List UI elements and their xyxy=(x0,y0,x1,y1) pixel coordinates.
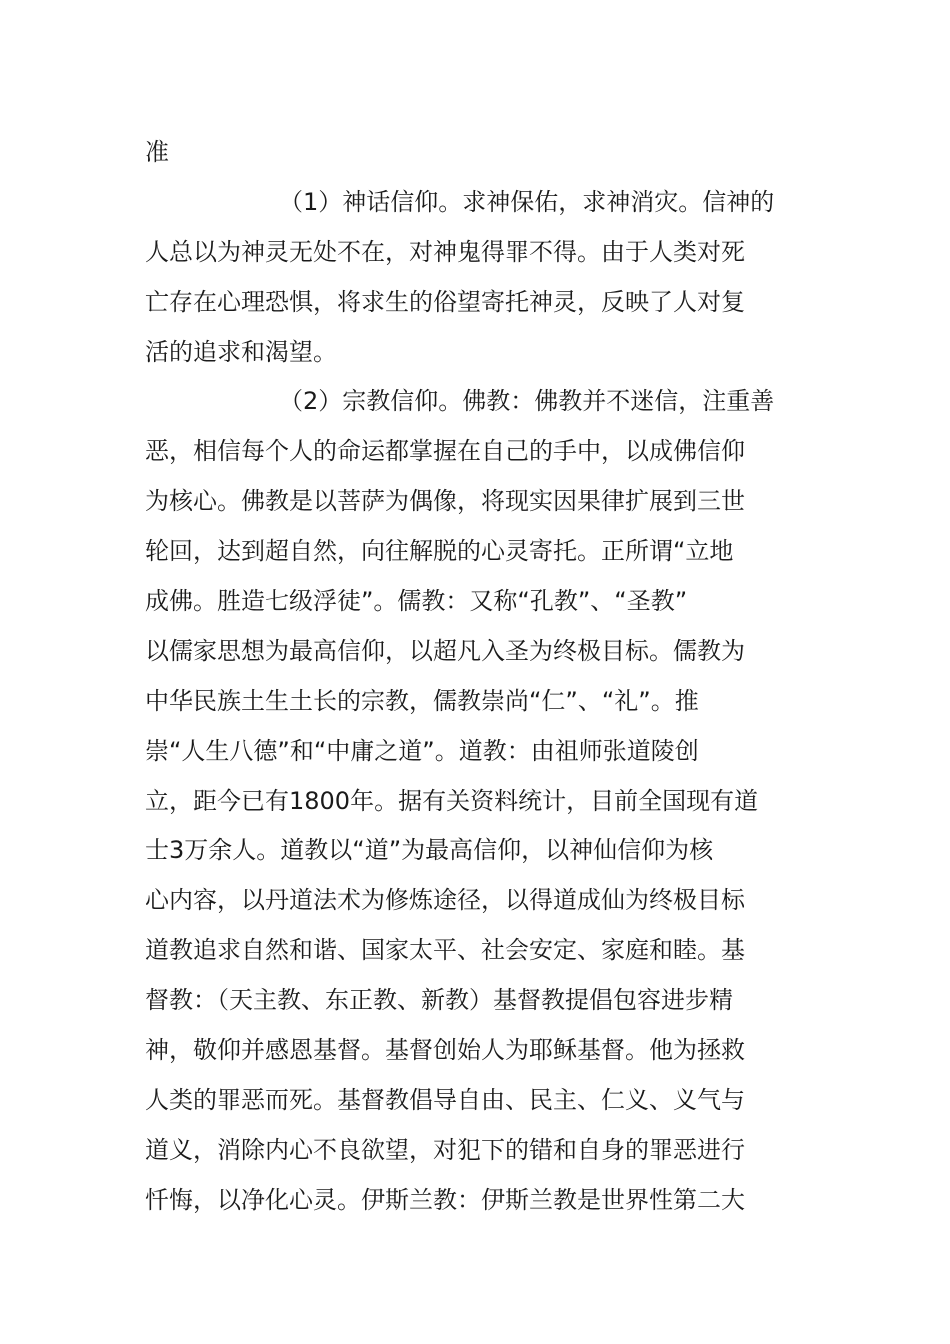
text-line: 为核心。佛教是以菩萨为偶像，将现实因果律扩展到三世 xyxy=(145,487,745,516)
text-line: 道教追求自然和谐、国家太平、社会安定、家庭和睦。基 xyxy=(145,936,745,965)
text-line: 督教：（天主教、东正教、新教）基督教提倡包容进步精 xyxy=(145,986,733,1015)
text-line: 中华民族土生土长的宗教，儒教崇尚“仁”、“礼”。推 xyxy=(145,686,699,715)
text-line: 亡存在心理恐惧，将求生的俗望寄托神灵，反映了人对复 xyxy=(145,287,745,316)
text-line: 活的追求和渴望。 xyxy=(145,337,337,366)
text-line: 轮回，达到超自然，向往解脱的心灵寄托。正所谓“立地 xyxy=(145,537,734,566)
text-line: 忏悔，以净化心灵。伊斯兰教：伊斯兰教是世界性第二大 xyxy=(145,1185,745,1214)
text-line: 人总以为神灵无处不在，对神鬼得罪不得。由于人类对死 xyxy=(145,237,745,266)
text-line: 以儒家思想为最高信仰，以超凡入圣为终极目标。儒教为 xyxy=(145,636,745,665)
text-line: 成佛。胜造七级浮徒”。儒教：又称“孔教”、“圣教” xyxy=(145,587,688,616)
text-line: 神，敬仰并感恩基督。基督创始人为耶稣基督。他为拯救 xyxy=(145,1036,745,1065)
text-line: 立，距今已有1800年。据有关资料统计，目前全国现有道 xyxy=(145,786,759,815)
text-line: 心内容，以丹道法术为修炼途径，以得道成仙为终极目标 xyxy=(145,886,745,915)
text-line: 准 xyxy=(145,138,169,166)
body-text xyxy=(145,128,815,1226)
paragraph-start-line: （2）宗教信仰。佛教：佛教并不迷信，注重善 xyxy=(279,387,775,416)
text-line: 崇“人生八德”和“中庸之道”。道教：由祖师张道陵创 xyxy=(145,736,699,765)
paragraph-start-line: （1）神话信仰。求神保佑，求神消灾。信神的 xyxy=(279,187,775,216)
text-line: 恶，相信每个人的命运都掌握在自己的手中，以成佛信仰 xyxy=(145,437,745,466)
text-line: 士3万余人。道教以“道”为最高信仰，以神仙信仰为核 xyxy=(145,836,714,865)
text-line: 道义，消除内心不良欲望，对犯下的错和自身的罪恶进行 xyxy=(145,1135,745,1164)
text-line: 人类的罪恶而死。基督教倡导自由、民主、仁义、义气与 xyxy=(145,1085,745,1114)
